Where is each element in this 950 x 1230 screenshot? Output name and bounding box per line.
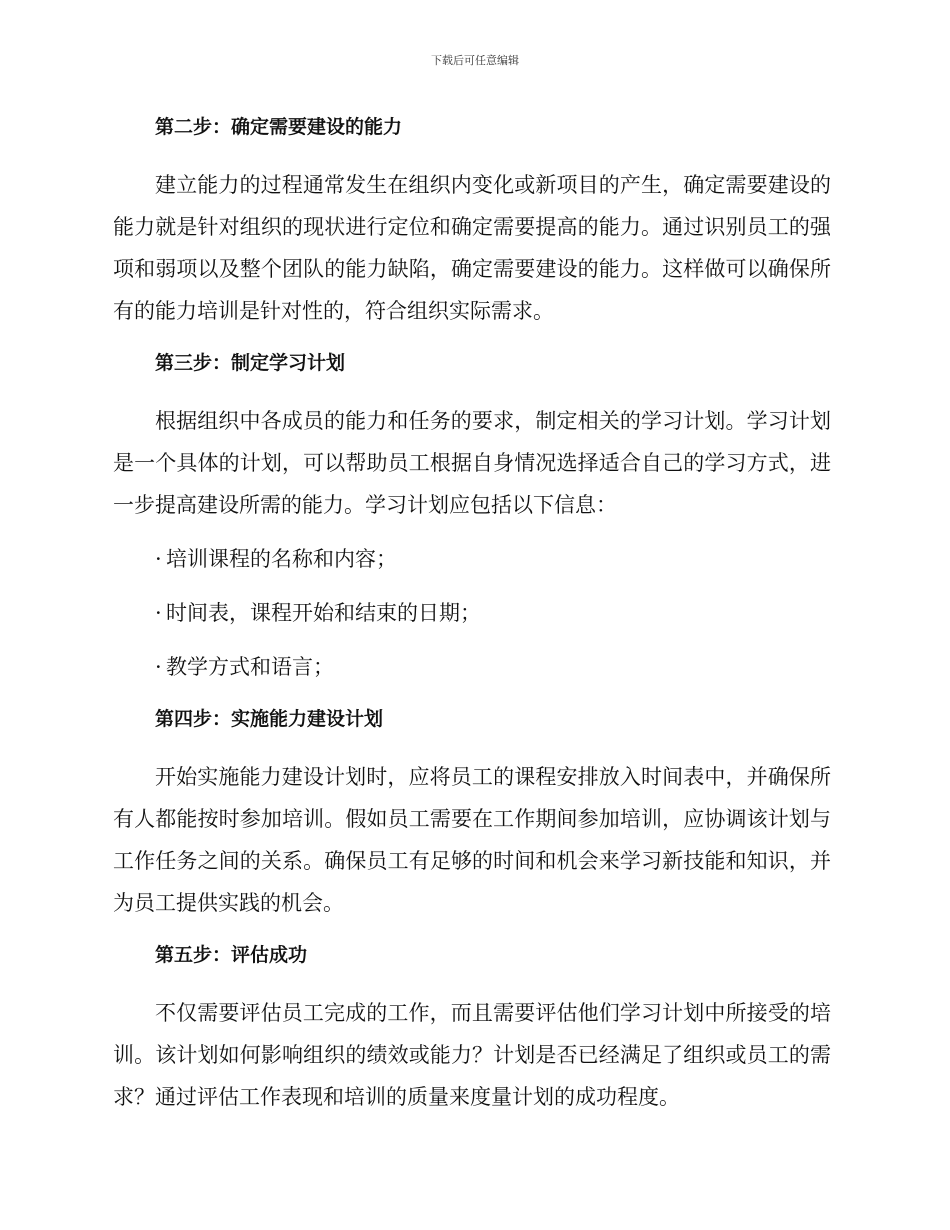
list-item (113, 592, 831, 634)
page-header: 下载后可任意编辑 (431, 54, 519, 67)
section-heading-step-5: 第五步：评估成功 (155, 944, 308, 966)
section-heading-step-4: 第四步：实施能力建设计划 (155, 708, 384, 730)
list-item (113, 646, 831, 688)
list-item-text: 培训课程的名称和内容； (166, 547, 397, 571)
section-paragraph-step-3: 根据组织中各成员的能力和任务的要求，制定相关的学习计划。学习计划是一个具体的计划，可以帮助员工根据自身情况选择适合自己的学习方式，进一步提高建设所需的能力。学习计划应包括以下信息： (113, 409, 831, 517)
document-body (113, 108, 831, 1118)
section-heading-step-3: 第三步：制定学习计划 (155, 352, 346, 374)
section-paragraph-step-2: 建立能力的过程通常发生在组织内变化或新项目的产生，确定需要建设的能力就是针对组织的现状进行定位和确定需要提高的能力。通过识别员工的强项和弱项以及整个团队的能力缺陷，确定需要建设的能力。这样做可以确保所有的能力培训是针对性的，符合组织实际需求。 (113, 173, 831, 323)
list-item-text: 时间表，课程开始和结束的日期； (166, 601, 481, 625)
list-item (113, 538, 831, 580)
section-paragraph-step-4: 开始实施能力建设计划时，应将员工的课程安排放入时间表中，并确保所有人都能按时参加培训。假如员工需要在工作期间参加培训，应协调该计划与工作任务之间的关系。确保员工有足够的时间和机会来学习新技能和知识，并为员工提供实践的机会。 (113, 765, 831, 915)
section-paragraph-step-5: 不仅需要评估员工完成的工作，而且需要评估他们学习计划中所接受的培训。该计划如何影响组织的绩效或能力？计划是否已经满足了组织或员工的需求？通过评估工作表现和培训的质量来度量计划的成功程度。 (113, 1001, 831, 1109)
bullet-marker: · (155, 547, 162, 571)
bullet-marker: · (155, 655, 162, 679)
section-heading-step-2: 第二步：确定需要建设的能力 (155, 116, 403, 138)
bullet-marker: · (155, 601, 162, 625)
list-item-text: 教学方式和语言； (166, 655, 334, 679)
